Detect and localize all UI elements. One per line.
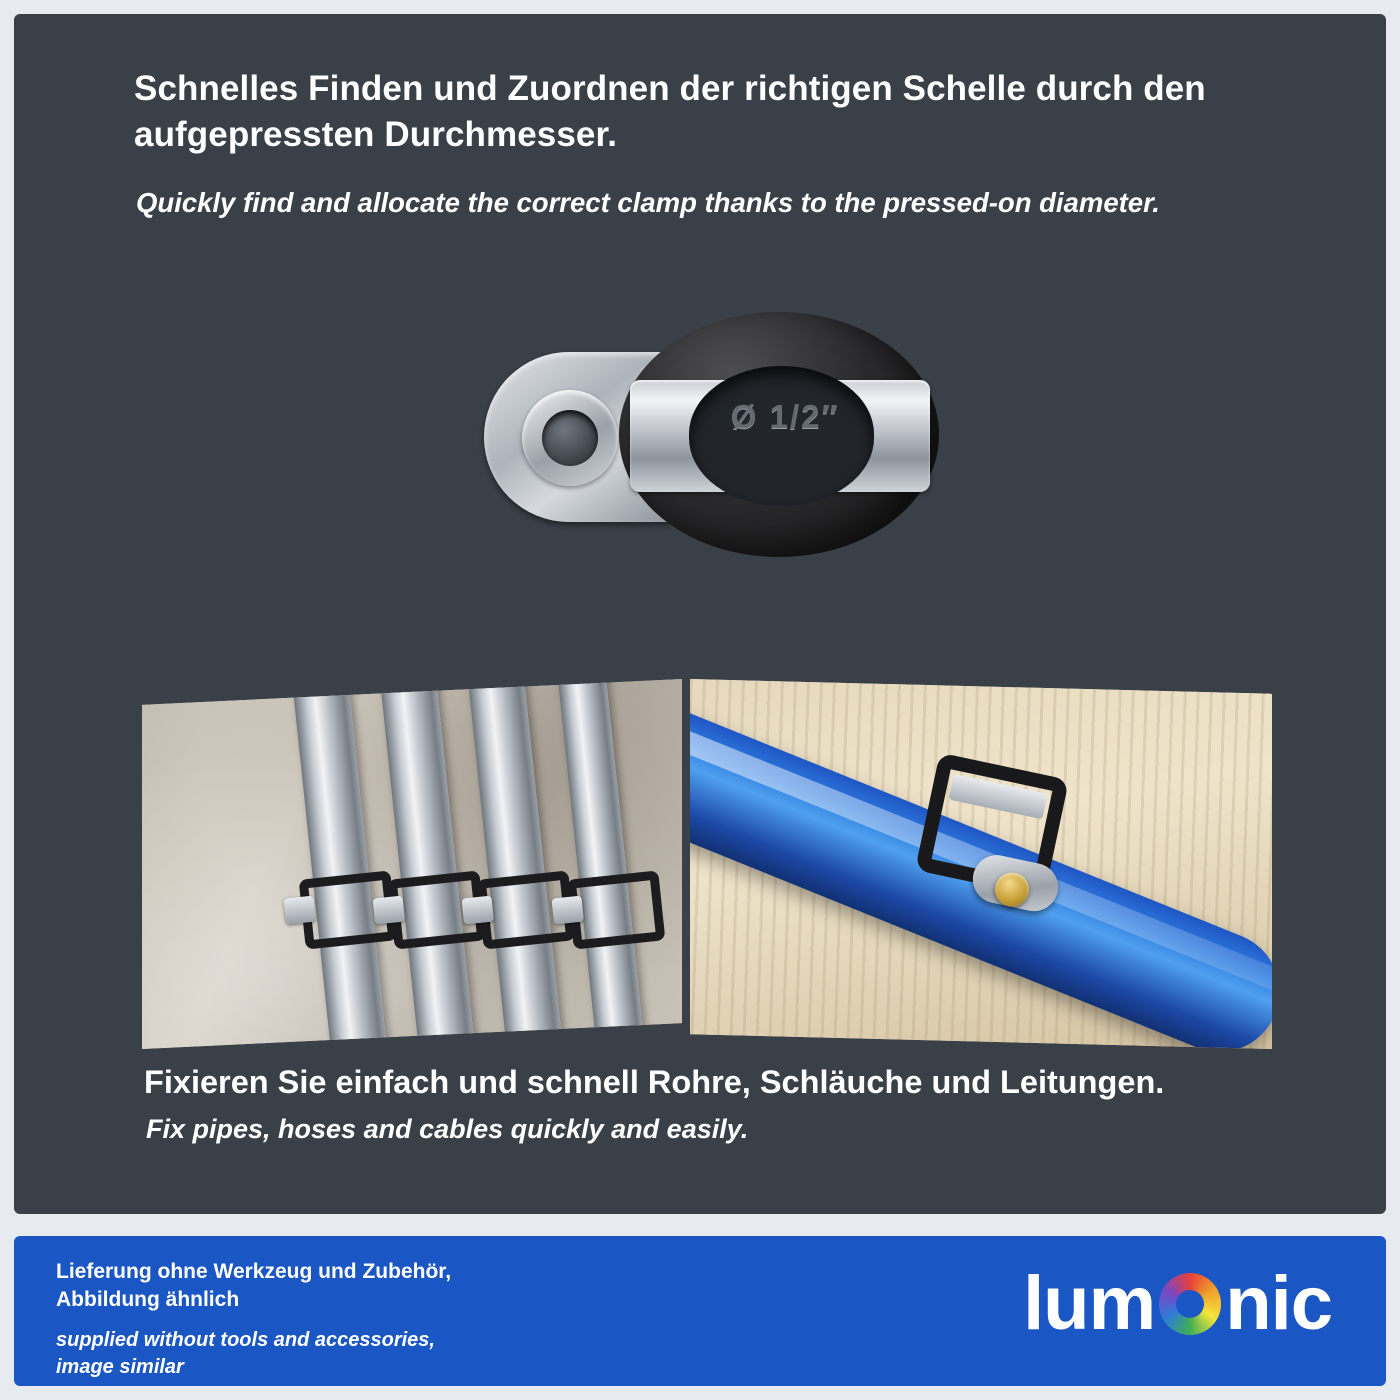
footer-note-en-line2: image similar (56, 1355, 184, 1378)
caption-english: Fix pipes, hoses and cables quickly and easily. (146, 1114, 749, 1144)
hero-clamp-image (444, 294, 1004, 594)
clamp-screw-hole (542, 410, 598, 466)
headline-german: Schnelles Finden und Zuordnen der richtigen Schelle durch den aufgepressten Durchmesser. (134, 69, 1206, 154)
logo-text-first: lum (1023, 1261, 1156, 1346)
clamp-band (948, 774, 1047, 819)
clamp-inner-opening (689, 366, 874, 506)
footer-note-de-line2: Abbildung ähnlich (56, 1288, 240, 1312)
footer-disclaimer (56, 1258, 776, 1381)
footer-note-de-line1: Lieferung ohne Werkzeug und Zubehör, (56, 1260, 452, 1283)
dark-content-panel (14, 14, 1386, 1214)
footer-note-en-line1: supplied without tools and accessories, (56, 1328, 435, 1351)
installed-clamp (567, 870, 666, 949)
photo-hose-on-board (690, 679, 1272, 1049)
application-photos (142, 679, 1272, 1049)
footer-bar (14, 1236, 1386, 1386)
logo-rainbow-ring-icon (1159, 1273, 1221, 1335)
logo-text-last: nic (1225, 1261, 1332, 1346)
clamp-diameter-marking: Ø 1/2″ (730, 398, 840, 435)
brand-logo (1023, 1260, 1332, 1347)
headline-english: Quickly find and allocate the correct clamp thanks to the pressed-on diameter. (136, 187, 1160, 218)
caption-german: Fixieren Sie einfach und schnell Rohre, Schläuche und Leitungen. (144, 1064, 1165, 1100)
photo-pipes-on-wall (142, 679, 682, 1049)
